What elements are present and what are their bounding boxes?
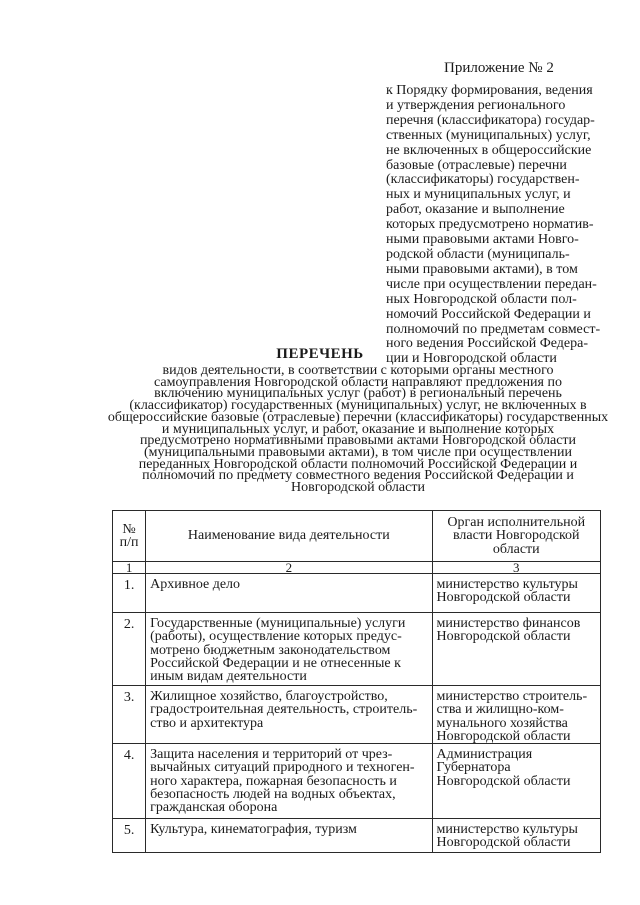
header-name: Наименование вида деятельности — [146, 511, 432, 562]
authority-line: Новгородской области — [436, 590, 571, 606]
table-row — [113, 819, 601, 853]
authority-line: Новгородской области — [436, 773, 571, 789]
row-number: 4. — [113, 744, 146, 819]
authority — [432, 686, 600, 744]
activity-name-line: ство и архитектура — [150, 715, 264, 731]
activity-name-line: мотрено бюджетным законодательством — [150, 642, 391, 658]
list-description-line: самоуправления Новгородской области направляют предложения по — [154, 374, 562, 390]
appendix-reference-line: ными правовыми актами Новго- — [386, 232, 579, 248]
list-description-line: общероссийские базовые (отраслевые) перечни (классификаторы) государственных — [107, 409, 609, 425]
authority — [432, 613, 600, 686]
appendix-reference-line: к Порядку формирования, ведения — [386, 83, 593, 98]
appendix-title: Приложение № 2 — [444, 60, 554, 76]
appendix-reference-line: ными правовыми актами), в том — [386, 261, 578, 277]
row-number: 3. — [113, 686, 146, 744]
authority-line: министерство культуры — [436, 577, 578, 592]
list-description — [100, 365, 616, 494]
activity-name-line: иным видам деятельности — [150, 669, 307, 685]
list-description-line: (классификатор) государственных (муниципальных) услуг, не включенных в — [129, 398, 587, 414]
list-description-line: включению муниципальных услуг (работ) в региональный перечень — [154, 386, 562, 402]
activities-table — [112, 510, 601, 853]
list-description-line: переданных Новгородской области полномочий Российской Федерации и — [138, 456, 578, 472]
appendix-reference-line: работ, оказание и выполнение — [386, 202, 565, 218]
authority — [432, 574, 600, 613]
column-number-row — [113, 562, 601, 574]
appendix-reference — [386, 84, 618, 367]
activity-name-line: Защита населения и территорий от чрез- — [150, 747, 393, 763]
authority-line: Администрация — [436, 747, 533, 763]
table-row — [113, 574, 601, 613]
activity-name-line: ного характера, пожарная безопасность и — [150, 773, 397, 789]
activity-name-line: гражданская оборона — [150, 800, 278, 816]
activity-name-line: (работы), осуществление которых предус- — [150, 629, 402, 645]
list-description-line: полномочий по предмету совместного ведения Российской Федерации и — [142, 468, 574, 484]
appendix-reference-line: базовые (отраслевые) перечни — [386, 157, 567, 173]
appendix-reference-line: которых предусмотрено норматив- — [386, 217, 594, 233]
appendix-reference-line: ных Новгородской области пол- — [386, 291, 577, 307]
authority — [432, 819, 600, 853]
list-description-line: предусмотрено нормативными правовыми актами Новгородской области — [139, 433, 577, 449]
list-title: ПЕРЕЧЕНЬ — [276, 346, 364, 362]
appendix-reference-line: родской области (муниципаль- — [386, 246, 570, 262]
authority-line: министерство культуры — [436, 822, 578, 838]
activity-name-line: Государственные (муниципальные) услуги — [150, 616, 406, 631]
appendix-reference-line: номочий Российской Федерации и — [386, 306, 591, 322]
activity-name — [146, 686, 432, 744]
table-row — [113, 686, 601, 744]
authority-line: Новгородской области — [436, 728, 571, 744]
activity-name-line: Архивное дело — [150, 577, 241, 592]
authority-line: Губернатора — [436, 760, 511, 776]
appendix-reference-line: и утверждения регионального — [386, 97, 566, 113]
activity-name-line: вычайных ситуаций природного и техноген- — [150, 760, 415, 776]
appendix-reference-line: ции и Новгородской области — [386, 351, 557, 367]
list-description-line: (муниципальными правовыми актами), в том числе при осуществлении — [143, 444, 573, 460]
appendix-reference-line: не включенных в общероссийские — [386, 142, 592, 158]
column-number: 3 — [432, 562, 600, 574]
header-org: Орган исполнительной власти Новгородской области — [432, 511, 600, 562]
authority — [432, 744, 600, 819]
table-row — [113, 613, 601, 686]
appendix-reference-line: ного ведения Российской Федера- — [386, 336, 589, 352]
activity-name-line: Культура, кинематография, туризм — [150, 822, 357, 838]
activity-name-line: Жилищное хозяйство, благоустройство, — [150, 689, 388, 704]
appendix-reference-line: числе при осуществлении передан- — [386, 276, 597, 292]
header-num: № п/п — [113, 511, 146, 562]
appendix-reference-line: ных и муниципальных услуг, и — [386, 187, 571, 203]
activity-name — [146, 744, 432, 819]
activity-name — [146, 613, 432, 686]
row-number: 2. — [113, 613, 146, 686]
column-number: 2 — [146, 562, 432, 574]
authority-line: мунального хозяйства — [436, 715, 568, 731]
activity-name — [146, 574, 432, 613]
list-description-line: и муниципальных услуг, и работ, оказание и выполнение которых — [161, 421, 555, 437]
list-description-line: видов деятельности, в соответствии с которыми органы местного — [162, 363, 554, 378]
authority-line: ства и жилищно-ком- — [436, 702, 564, 718]
appendix-reference-line: полномочий по предметам совмест- — [386, 321, 601, 337]
activity-name-line: безопасность людей на водных объектах, — [150, 787, 396, 803]
table-row — [113, 744, 601, 819]
activity-name — [146, 819, 432, 853]
authority-line: министерство строитель- — [436, 689, 588, 704]
activity-name-line: градостроительная деятельность, строитель- — [150, 702, 418, 718]
activity-name-line: Российской Федерации и не отнесенные к — [150, 655, 401, 671]
authority-line: министерство финансов — [436, 616, 581, 631]
appendix-reference-line: ственных (муниципальных) услуг, — [386, 127, 591, 143]
row-number: 1. — [113, 574, 146, 613]
row-number: 5. — [113, 819, 146, 853]
list-description-line: Новгородской области — [291, 480, 425, 496]
table-header-row — [113, 511, 601, 562]
appendix-reference-line: перечня (классификатора) государ- — [386, 112, 595, 128]
authority-line: Новгородской области — [436, 629, 571, 645]
authority-line: Новгородской области — [436, 835, 571, 851]
column-number: 1 — [113, 562, 146, 574]
appendix-reference-line: (классификаторы) государствен- — [386, 172, 580, 188]
